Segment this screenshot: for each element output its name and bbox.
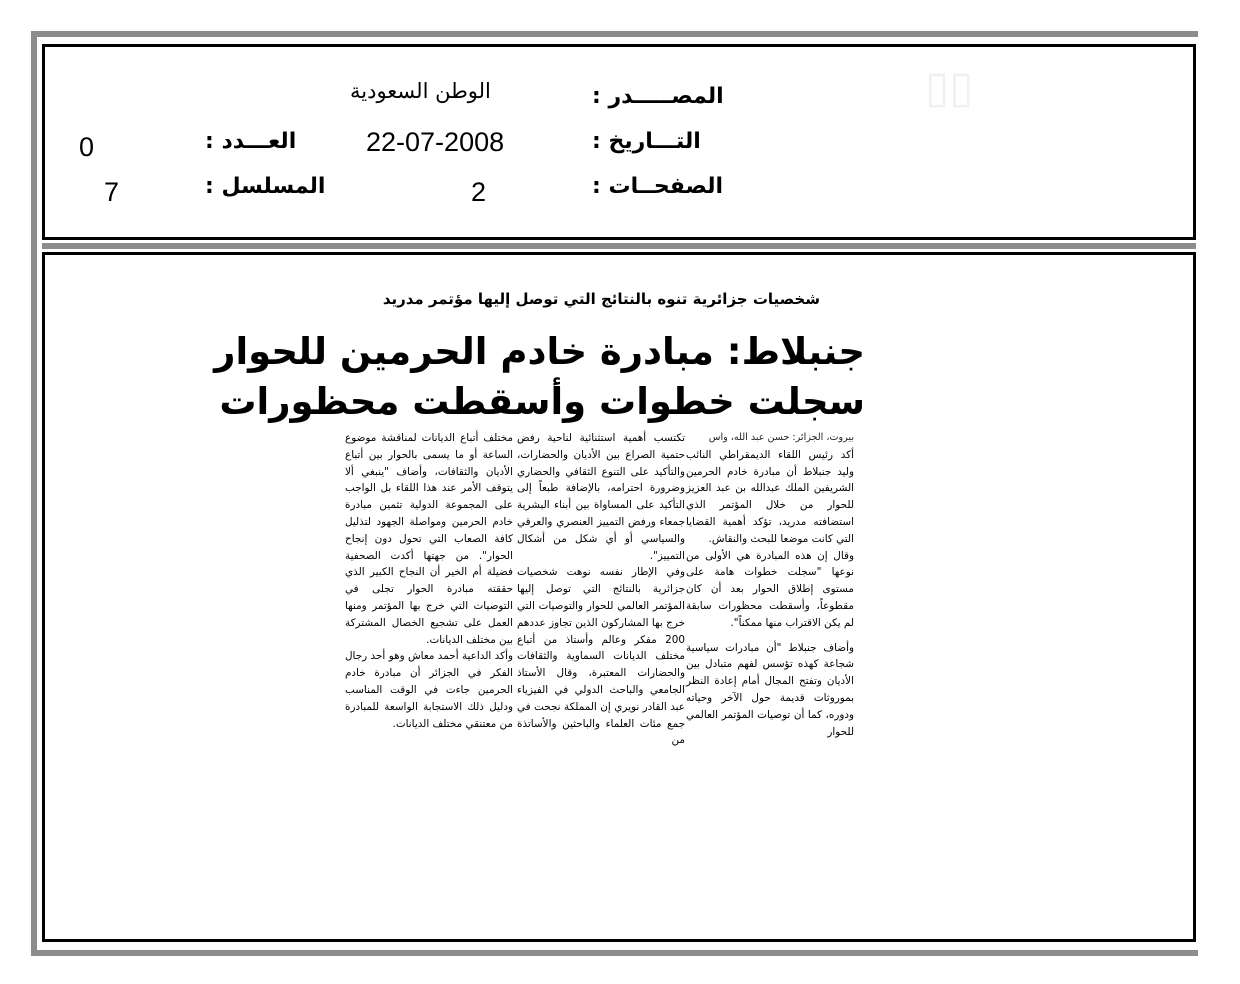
date-value: 22-07-2008 xyxy=(366,127,505,157)
col1-paragraph-3: وأضاف جنبلاط "أن مبادرات سياسية شجاعة كهذه تؤسس لفهم متبادل بين الأديان وتفتح المجال أمام إعادة النظر بموروثات قديمة حول الآخر وحياته ودوره، كما أن توصيات المؤتمر العالمي للحوار xyxy=(686,641,854,738)
frame-divider xyxy=(42,243,1196,249)
col2-paragraph-2: وفي الإطار نفسه نوهت شخصيات جزائرية بالنتائج التي توصل إليها المؤتمر العالمي للحوار والتوصيات التي خرج بها المشاركون الذين تجاوز عددهم 200 مفكر وعالم وأستاذ من أتباع مختلف الديانات السماوية والثقافات والحضارات المعتبرة، وقال الأستاذ الجامعي والباحث الدولي في الفيزياء عبد القادر نويري إن المملكة نجحت في جمع مئات العلماء والباحثين والأساتذة من xyxy=(517,566,685,747)
article-column-3 xyxy=(345,430,513,732)
issue-value: 0 xyxy=(79,132,95,162)
article-column-2 xyxy=(517,430,685,749)
col1-paragraph-2: وقال إن هذه المبادرة هي الأولى من نوعها "سجلت خطوات هامة على مستوى إطلاق الحوار بعد أن كان مقطوعاً، وأسقطت محظورات سابقة لم يكن الاقتراب منها ممكناً". xyxy=(686,549,854,629)
date-label: التـــاريخ : xyxy=(592,129,701,154)
col3-paragraph-1: مختلف أتباع الديانات لمناقشة موضوع الساعة أو ما يسمى بالحوار بين أتباع الأديان والثقافات، وأضاف "ينبغي ألا يتوقف الأمر عند هذا اللقاء بل الواجب على المجموعة الدولية تثمين مبادرة خادم الحرمين ومواصلة الجهود لتذليل كافة الصعاب التي تحول دون إنجاح الحوار". من جهتها أكدت الصحفية فضيلة أم الخير أن النجاح الكبير الذي حققته مبادرة الحوار تجلى في التوصيات التي خرج بها المؤتمر ومنها العمل على تشجيع الخصال المشتركة بين مختلف الديانات. xyxy=(345,432,513,646)
pages-value: 2 xyxy=(471,177,487,207)
article-kicker: شخصيات جزائرية تنوه بالنتائج التي توصل إليها مؤتمر مدريد xyxy=(382,290,820,308)
issue-label: العـــدد : xyxy=(205,129,297,154)
serial-value: 7 xyxy=(104,177,120,207)
source-label: المصـــــدر : xyxy=(592,84,724,109)
col1-paragraph-1: أكد رئيس اللقاء الديمقراطي النائب وليد جنبلاط أن مبادرة خادم الحرمين الشريفين الملك عبدالله بن عبد العزيز للحوار من خلال المؤتمر الذي استضافته مدريد، تؤكد أهمية القضايا التي كانت موضعا للبحث والنقاش. xyxy=(686,448,854,545)
pages-label: الصفحــات : xyxy=(592,174,724,199)
article-column-1 xyxy=(686,430,854,740)
faint-logo-watermark: ▯▯ xyxy=(925,62,974,113)
col3-paragraph-2: وأكد الداعية أحمد معاش وهو أحد رجال الفكر في الجزائر أن مبادرة خادم الحرمين جاءت في الوقت المناسب ودليل ذلك الاستجابة الواسعة للمبادرة من معتنقي مختلف الديانات. xyxy=(345,650,513,730)
headline-line-1: جنبلاط: مبادرة خادم الحرمين للحوار xyxy=(214,330,865,373)
source-value: الوطن السعودية xyxy=(350,79,491,103)
col2-paragraph-1: تكتسب أهمية استثنائية لناحية رفض حتمية الصراع بين الأديان والحضارات، والتأكيد على التنوع الثقافي والحضاري وضرورة احترامه، بالإضافة طبعاً إلى التأكيد على المساواة بين أبناء البشرية جمعاء ورفض التمييز العنصري والعرقي والسياسي أو أي شكل من أشكال التمييز". xyxy=(517,432,685,562)
serial-label: المسلسل : xyxy=(205,174,326,199)
headline-line-2: سجلت خطوات وأسقطت محظورات xyxy=(219,380,865,423)
page-margin-right xyxy=(1198,0,1240,984)
byline: بيروت، الجزائر: حسن عبد الله، واس xyxy=(708,432,854,443)
